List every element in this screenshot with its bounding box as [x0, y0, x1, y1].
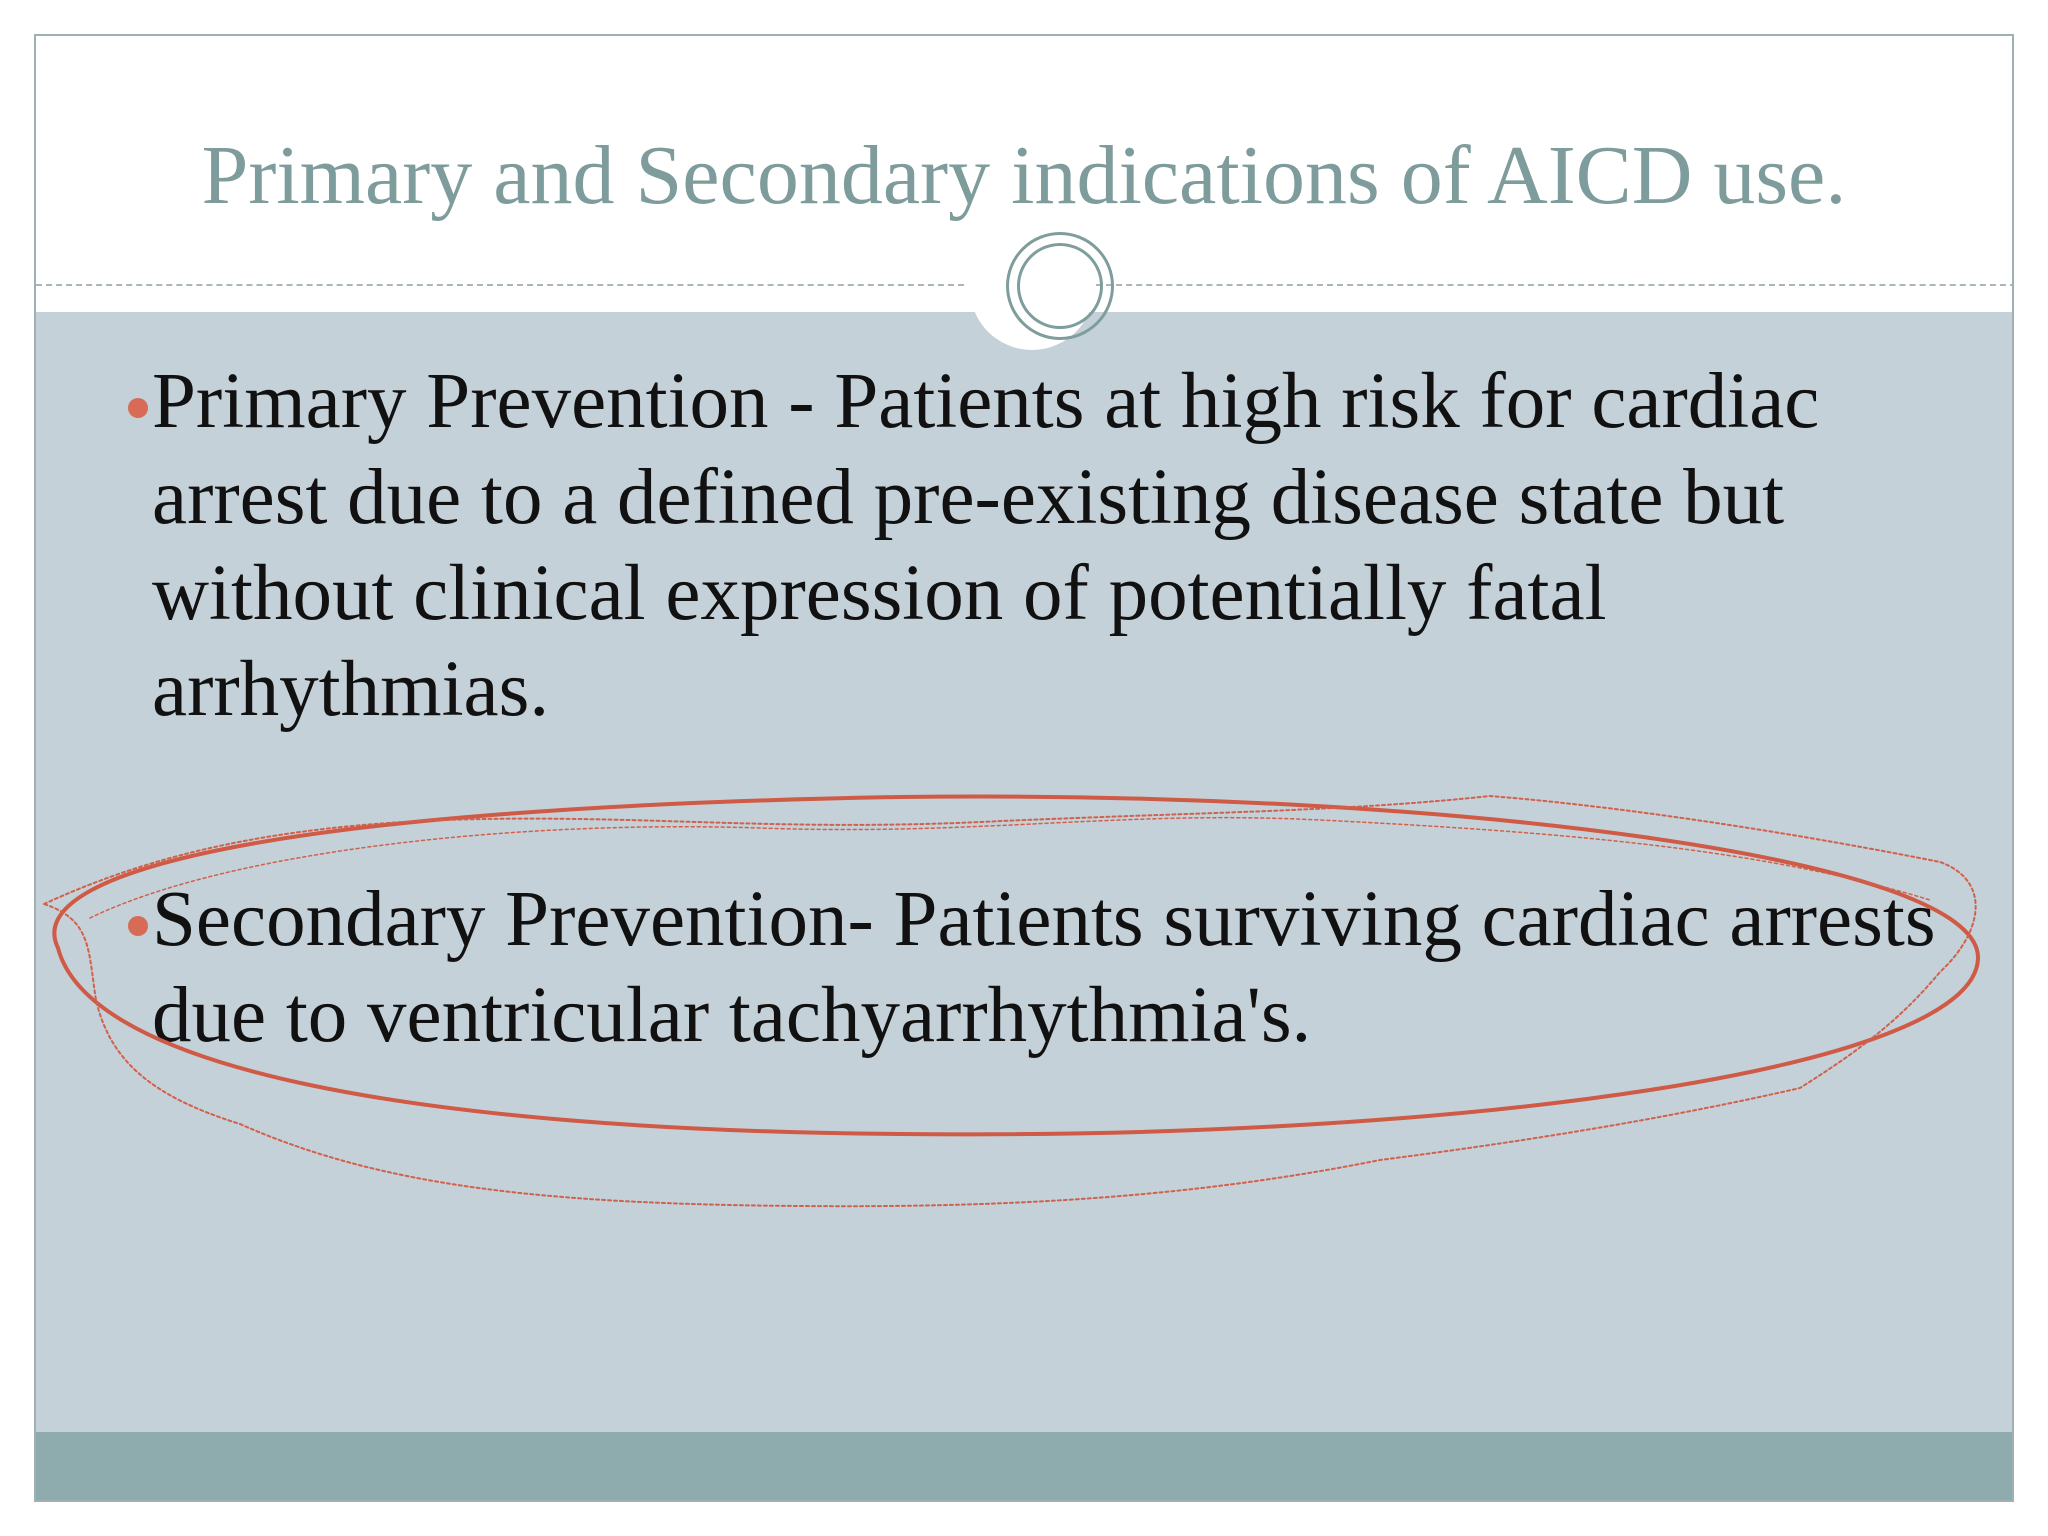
bullet-primary-prevention: [152, 354, 1972, 738]
circle-ornament-inner-ring: [1017, 243, 1103, 329]
title-divider-right: [1096, 284, 2014, 286]
circle-ornament-icon: [1006, 232, 1114, 340]
slide-title: Primary and Secondary indications of AICD use.: [201, 129, 1847, 222]
bullet-dot-icon: [128, 398, 148, 418]
bullet-dot-icon: [128, 916, 148, 936]
bullet-text: Primary Prevention - Patients at high risk for cardiac arrest due to a defined pre-existing disease state but without clinical expression of potentially fatal arrhythmias.: [152, 358, 1820, 733]
footer-bar: [36, 1432, 2012, 1502]
bullet-text: Secondary Prevention- Patients surviving cardiac arrests due to ventricular tachyarrhythmia's.: [152, 876, 1936, 1059]
bullet-secondary-prevention: [152, 872, 1972, 1064]
slide: [34, 34, 2014, 1502]
title-divider-left: [36, 284, 964, 286]
